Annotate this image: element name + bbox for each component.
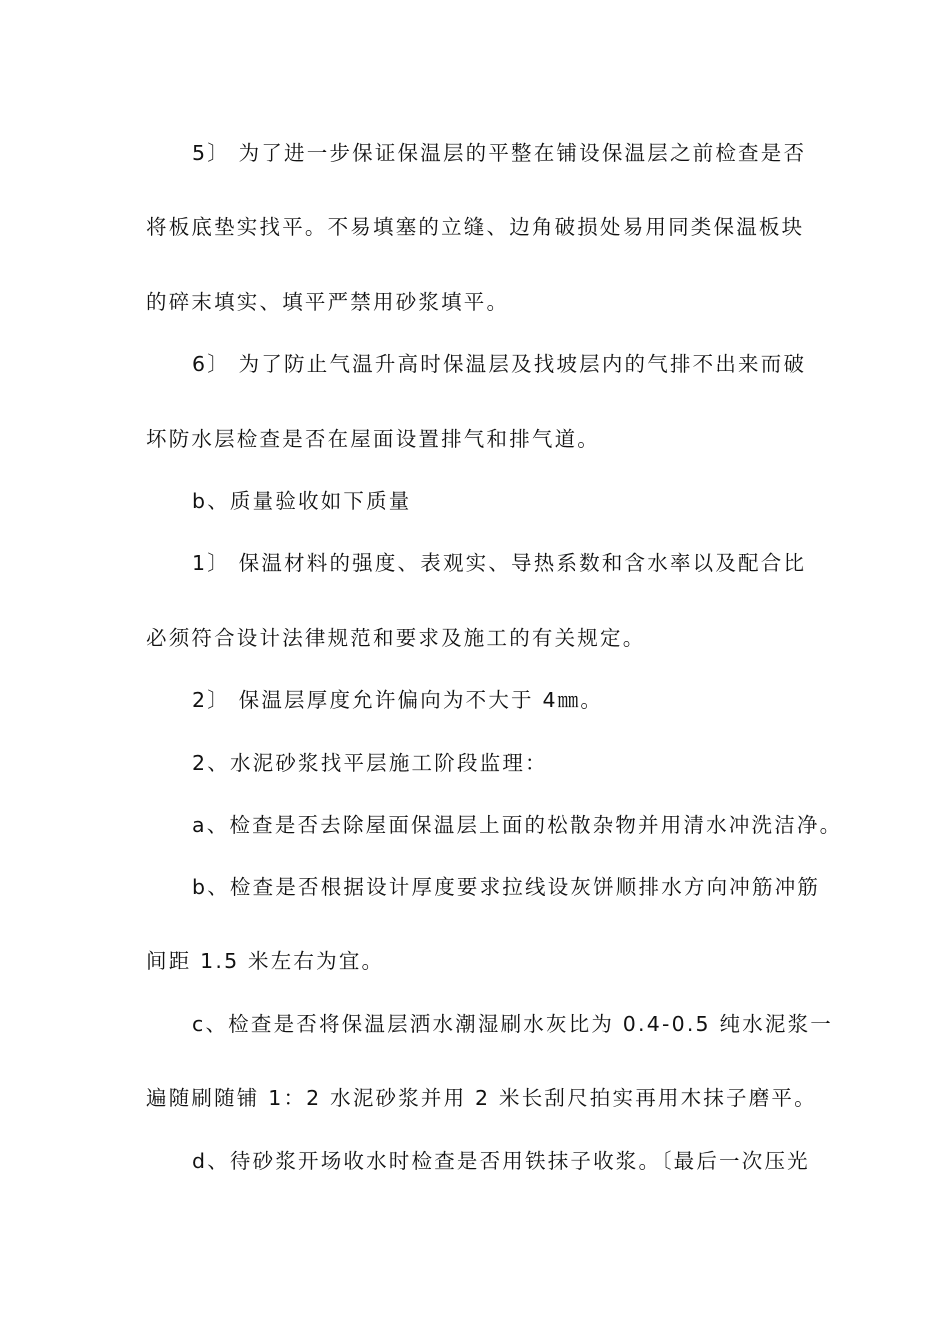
- text-line-13: 间距 1.5 米左右为宜。: [146, 949, 385, 973]
- text-line-4: 6〕 为了防止气温升高时保温层及找坡层内的气排不出来而破: [192, 352, 807, 376]
- text-line-12: b、检查是否根据设计厚度要求拉线设灰饼顺排水方向冲筋冲筋: [192, 875, 821, 899]
- text-line-5: 坏防水层检查是否在屋面设置排气和排气道。: [146, 427, 600, 451]
- text-line-1: 5〕 为了进一步保证保温层的平整在铺设保温层之前检查是否: [192, 141, 807, 165]
- text-line-11: a、检查是否去除屋面保温层上面的松散杂物并用清水冲洗洁净。: [192, 813, 843, 837]
- text-line-8: 必须符合设计法律规范和要求及施工的有关规定。: [146, 626, 646, 650]
- text-line-15: 遍随刷随铺 1：2 水泥砂浆并用 2 米长刮尺拍实再用木抹子磨平。: [146, 1086, 817, 1110]
- text-line-3: 的碎末填实、填平严禁用砂浆填平。: [146, 290, 510, 314]
- text-line-7: 1〕 保温材料的强度、表观实、导热系数和含水率以及配合比: [192, 551, 807, 575]
- text-line-9: 2〕 保温层厚度允许偏向为不大于 4㎜。: [192, 688, 604, 712]
- text-line-10: 2、水泥砂浆找平层施工阶段监理：: [192, 751, 548, 775]
- text-line-6: b、质量验收如下质量: [192, 489, 412, 513]
- text-line-14: c、检查是否将保温层洒水潮湿刷水灰比为 0.4-0.5 纯水泥浆一: [192, 1012, 834, 1036]
- text-line-16: d、待砂浆开场收水时检查是否用铁抹子收浆。〔最后一次压光: [192, 1149, 810, 1173]
- text-line-2: 将板底垫实找平。不易填塞的立缝、边角破损处易用同类保温板块: [146, 215, 805, 239]
